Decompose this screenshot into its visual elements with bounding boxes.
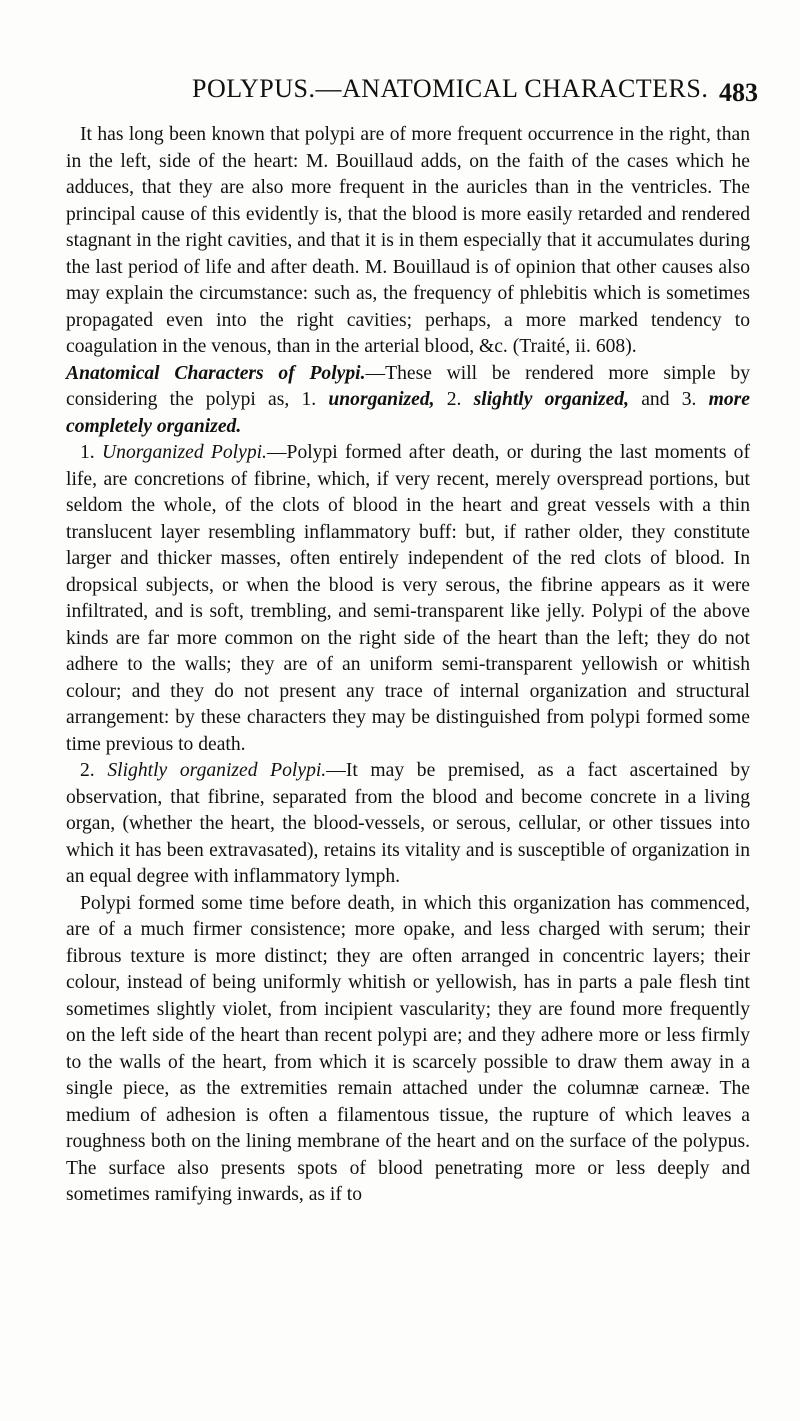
- running-header: [62, 74, 758, 114]
- paragraph-anatomical-characters: [66, 361, 750, 441]
- term-unorganized: unorganized,: [328, 389, 435, 410]
- paragraph-polypi-before-death: Polypi formed some time before death, in which this organization has commenced, are of a much firmer consistence; more opake, and less charged with serum; their fibrous texture is more distinct; they are often arranged in concentric layers; their colour, instead of being uniformly whitish or yellowish, has in parts a pale flesh tint sometimes slightly violet, from incipient vascularity; they are found more frequently on the left side of the heart than recent polypi are; and they adhere more or less firmly to the walls of the heart, from which it is scarcely possible to draw them away in a single piece, as the extremities remain attached under the columnæ carneæ. The medium of adhesion is often a filamentous tissue, the rupture of which leaves a roughness both on the lining membrane of the heart and on the surface of the polypus. The surface also presents spots of blood penetrating more or less deeply and sometimes ramifying inwards, as if to: [66, 892, 750, 1205]
- section-number: 2.: [80, 760, 95, 781]
- paragraph-text: —These will be rendered more simple by considering the polypi as, 1.: [66, 362, 750, 410]
- body-text: [66, 122, 750, 1209]
- term-more-completely-organized: more completely organized.: [66, 389, 750, 437]
- paragraph-text: —Polypi formed after death, or during the last moments of life, are concretions of fibrine, which, if very recent, merely overspread portions, but seldom the whole, of the clots of blood in the heart and great vessels with a thin translucent layer resembling inflammatory buff: but, if rather older, they constitute larger and thicker masses, often entirely independent of the red clots of blood. In dropsical subjects, or when the blood is very serous, the fibrine appears as it were infiltrated, and is soft, trembling, and semi-transparent like jelly. Polypi of the above kinds are far more common on the right side of the heart than the left; they do not adhere to the walls; they are of an uniform semi-transparent yellowish or whitish colour; and they do not present any trace of internal organization and structural arrangement: by these characters they may be distinguished from polypi formed some time previous to death.: [66, 442, 750, 755]
- separator-text: and 3.: [629, 389, 697, 410]
- section-heading-unorganized-polypi: Unorganized Polypi.: [102, 442, 267, 463]
- running-title: POLYPUS.—ANATOMICAL CHARACTERS.: [192, 74, 709, 103]
- page-number: 483: [719, 78, 758, 107]
- paragraph-text: —It may be premised, as a fact ascertained by observation, that fibrine, separated from the blood and become concrete in a living organ, (whether the heart, the blood-vessels, or serous, cellular, or other tissues into which it has been extravasated), retains its vitality and is susceptible of organization in an equal degree with inflammatory lymph.: [66, 760, 750, 887]
- paragraph-polypi-frequency: It has long been known that polypi are of more frequent occurrence in the right, than in the left, side of the heart: M. Bouillaud adds, on the faith of the cases which he adduces, that they are also more frequent in the auricles than in the ventricles. The principal cause of this evidently is, that the blood is more easily retarded and rendered stagnant in the right cavities, and that it is in them especially that it accumulates during the last period of life and after death. M. Bouillaud is of opinion that other causes also may explain the circumstance: such as, the frequency of phlebitis which is sometimes propagated even into the right cavities; perhaps, a more marked tendency to coagulation in the venous, than in the arterial blood, &c. (Traité, ii. 608).: [66, 124, 750, 357]
- term-slightly-organized: slightly organized,: [473, 389, 630, 410]
- paragraph-unorganized-polypi: [66, 440, 750, 758]
- paragraph-slightly-organized-polypi: [66, 758, 750, 891]
- section-heading-slightly-organized-polypi: Slightly organized Polypi.: [107, 760, 327, 781]
- separator-text: 2.: [434, 389, 462, 410]
- section-number: 1.: [80, 442, 95, 463]
- section-heading-anatomical-characters: Anatomical Characters of Polypi.: [66, 362, 366, 384]
